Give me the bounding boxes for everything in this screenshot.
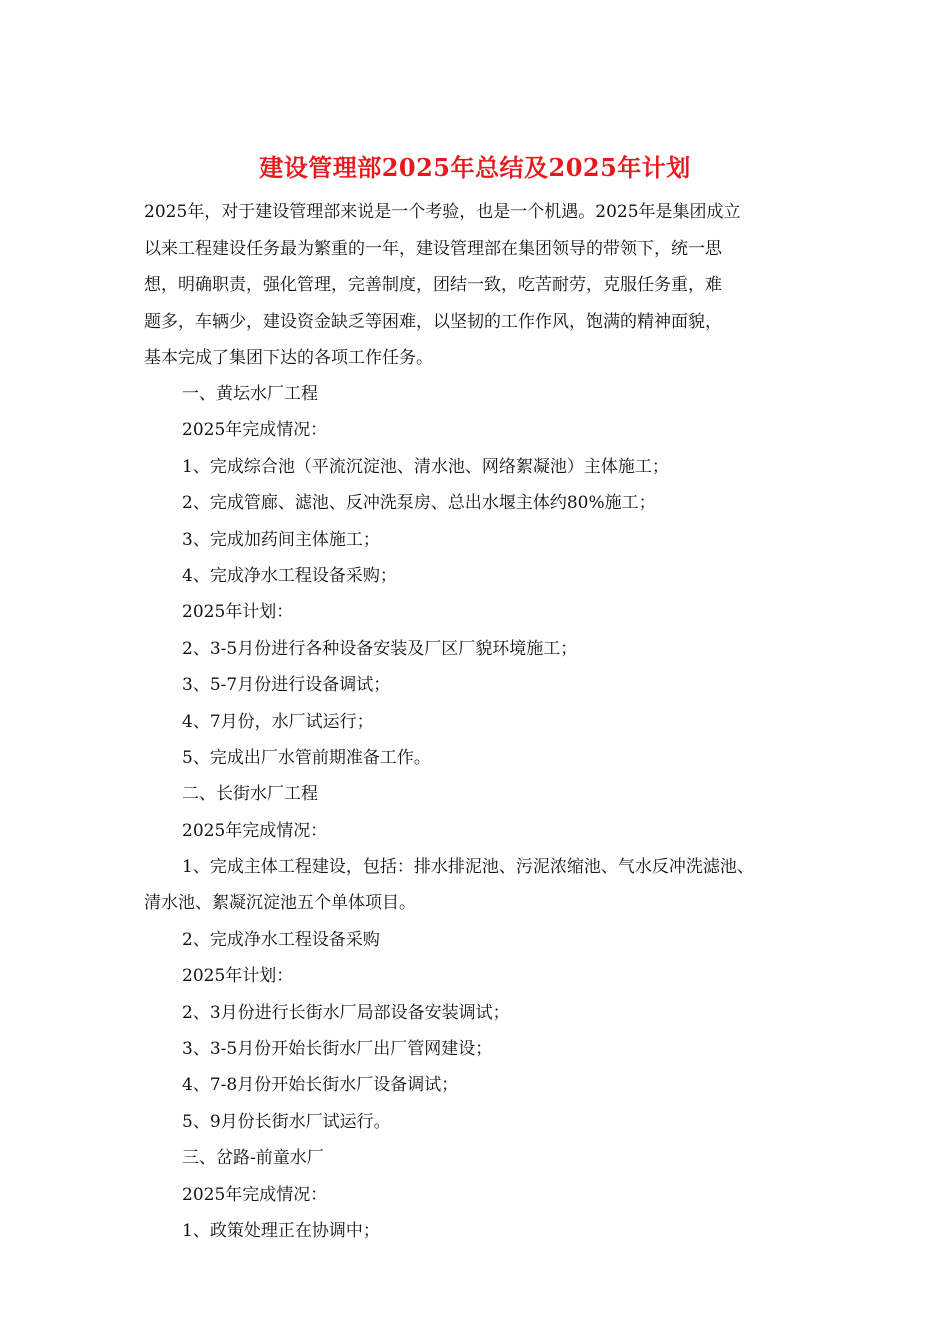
subheading: 2025年计划： bbox=[182, 602, 294, 623]
intro-paragraph bbox=[144, 197, 809, 380]
list-item: 2、完成净水工程设备采购 bbox=[182, 929, 380, 950]
intro-line: 想，明确职责，强化管理，完善制度，团结一致，吃苦耐劳，克服任务重，难 bbox=[144, 275, 722, 296]
list-item-continuation: 清水池、絮凝沉淀池五个单体项目。 bbox=[144, 893, 416, 914]
list-item: 2、3-5月份进行各种设备安装及厂区厂貌环境施工； bbox=[182, 638, 578, 659]
section-heading: 二、长街水厂工程 bbox=[182, 784, 318, 805]
list-item: 3、完成加药间主体施工； bbox=[182, 529, 380, 550]
intro-line: 以来工程建设任务最为繁重的一年，建设管理部在集团领导的带领下，统一思 bbox=[144, 238, 722, 259]
list-item: 3、5-7月份进行设备调试； bbox=[182, 675, 391, 696]
list-item: 5、完成出厂水管前期准备工作。 bbox=[182, 747, 431, 768]
list-item: 2、完成管廊、滤池、反冲洗泵房、总出水堰主体约80%施工； bbox=[182, 493, 656, 514]
list-item: 5、9月份长街水厂试运行。 bbox=[182, 1111, 391, 1132]
subheading: 2025年完成情况： bbox=[182, 1184, 328, 1205]
intro-line: 题多，车辆少，建设资金缺乏等困难，以坚韧的工作作风，饱满的精神面貌， bbox=[144, 311, 722, 332]
list-item: 4、完成净水工程设备采购； bbox=[182, 565, 397, 586]
list-item: 1、完成综合池（平流沉淀池、清水池、网络絮凝池）主体施工； bbox=[182, 456, 669, 477]
list-item: 4、7月份，水厂试运行； bbox=[182, 711, 374, 732]
document-body bbox=[144, 379, 824, 1252]
subheading: 2025年计划： bbox=[182, 966, 294, 987]
section-heading: 三、岔路-前童水厂 bbox=[182, 1148, 324, 1169]
list-item: 4、7-8月份开始长街水厂设备调试； bbox=[182, 1075, 459, 1096]
intro-line: 基本完成了集团下达的各项工作任务。 bbox=[144, 348, 433, 369]
subheading: 2025年完成情况： bbox=[182, 420, 328, 441]
list-item: 3、3-5月份开始长街水厂出厂管网建设； bbox=[182, 1039, 493, 1060]
section-heading: 一、黄坛水厂工程 bbox=[182, 384, 318, 404]
list-item: 1、政策处理正在协调中； bbox=[182, 1220, 380, 1241]
subheading: 2025年完成情况： bbox=[182, 820, 328, 841]
list-item: 1、完成主体工程建设，包括：排水排泥池、污泥浓缩池、气水反冲洗滤池、 bbox=[182, 857, 754, 878]
document-title: 建设管理部2025年总结及2025年计划 bbox=[259, 153, 691, 182]
intro-line: 2025年，对于建设管理部来说是一个考验，也是一个机遇。2025年是集团成立 bbox=[144, 202, 741, 222]
list-item: 2、3月份进行长街水厂局部设备安装调试； bbox=[182, 1002, 510, 1023]
